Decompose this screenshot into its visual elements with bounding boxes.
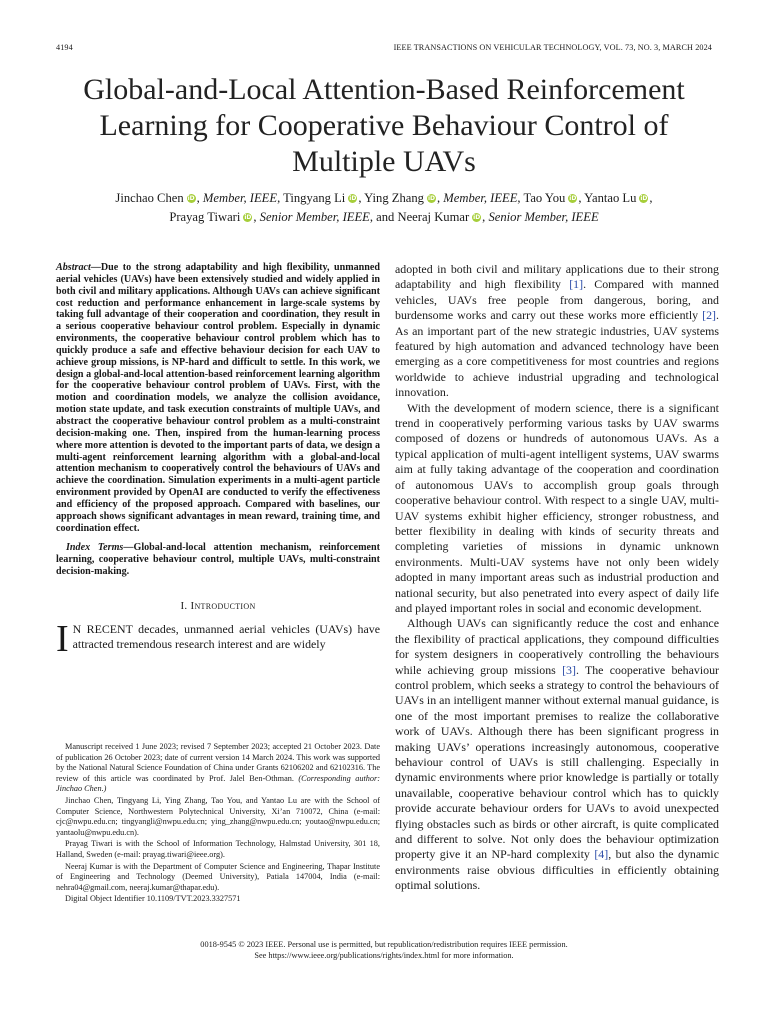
abstract-dash: — — [90, 262, 101, 273]
page-number: 4194 — [56, 43, 73, 52]
author-list — [60, 189, 708, 227]
body-paragraph — [395, 262, 719, 401]
index-terms-text: Global-and-local attention mechanism, reinforcement learning, cooperative behaviour control, multiple UAVs, multi-constraint decision-making. — [56, 542, 380, 578]
author-name: Tingyang Li — [283, 191, 346, 205]
author-4 — [584, 191, 649, 205]
orcid-icon[interactable]: iD — [640, 195, 648, 202]
author-separator: , — [358, 191, 365, 205]
left-column — [56, 262, 380, 660]
footnote — [56, 796, 380, 838]
author-name: Neeraj Kumar — [397, 210, 470, 224]
footnote-text: Neeraj Kumar is with the Department of Computer Science and Engineering, Thapar Institute of Engineering and Technology (Deemed University), Patiala 147004, India (e-mail: nehra04@gmail.com, neeraj.kumar@thapar.edu). — [56, 861, 380, 892]
footnote — [56, 862, 380, 894]
abstract — [56, 262, 380, 534]
citation-link[interactable]: [2] — [702, 308, 717, 323]
intro-text: N RECENT decades, unmanned aerial vehicles (UAVs) have attracted tremendous research interest and are widely — [72, 621, 380, 652]
author-separator: , — [578, 191, 585, 205]
author-5: Prayag Tiwari iD , Senior Member, IEEE — [169, 210, 370, 224]
author-0: Jinchao Chen iD , Member, IEEE — [115, 191, 278, 205]
author-3 — [524, 191, 579, 205]
index-terms-label: Index Terms — [66, 542, 124, 554]
author-name: Prayag Tiwari — [169, 210, 241, 224]
author-separator: , — [649, 191, 653, 205]
abstract-text: Due to the strong adaptability and high flexibility, unmanned aerial vehicles (UAVs) have been extensively studied and widely applied in both civil and military applications. Although UAVs can achieve significant cost reduction and performance enhancement in large-scale systems by taking full advantage of their cooperation and coordination, they result in a serious cooperative behaviour control problem. Especially in dynamic environments, the cooperative behaviour control problem which has to quickly produce a safe and effective behaviour decision for each UAV to achieve group missions, is NP-hard and difficult to settle. In this work, we design a global-and-local attention-based reinforcement learning algorithm for the cooperative behaviour control problem of UAVs. First, with the motion and coordination models, we analyze the collision avoidance, motion state update, and task execution constraints of multiple UAVs, and abstract the cooperative behaviour control problem as a multi-constraint decision-making one. Then, inspired from the human-learning process where more attention is devoted to the important parts of data, we design a multi-agent reinforcement learning algorithm with a global-and-local attention mechanism to cooperatively control the behaviours of UAVs and achieve the coordination. Simulation experiments in a multi-agent particle environment provided by OpenAI are conducted to verify the effectiveness and efficiency of the proposed approach. Compared with baselines, our approach shows significant advantages in mean reward, training time, and coordination effect. — [56, 262, 380, 534]
paragraph-text: , but also the dynamic environments raise obvious difficulties in efficiently obtaining optimal solutions. — [395, 847, 719, 893]
author-role: Senior Member, IEEE — [488, 210, 599, 224]
orcid-icon[interactable]: iD — [569, 195, 577, 202]
section-heading: I. Introduction — [180, 599, 256, 612]
copyright-line-1: 0018-9545 © 2023 IEEE. Personal use is permitted, but republication/redistribution requires IEEE permission. — [200, 940, 568, 949]
author-separator: , and — [369, 210, 398, 224]
paragraph-text: . Compared with manned vehicles, UAVs free people from dangerous, boring, and burdensome works and carry out these works more efficiently — [395, 277, 720, 323]
paragraph-text: adopted in both civil and military applications due to their strong adaptability and high flexibility — [395, 262, 719, 292]
orcid-icon[interactable]: iD — [427, 195, 435, 202]
title-line-1: Global-and-Local Attention-Based Reinforcement — [83, 73, 685, 106]
title-line-2: Learning for Cooperative Behaviour Control of — [99, 109, 669, 142]
author-name: Jinchao Chen — [115, 191, 184, 205]
author-6: Neeraj Kumar iD , Senior Member, IEEE — [397, 210, 599, 224]
body-paragraph — [395, 401, 719, 617]
author-2: Ying Zhang iD , Member, IEEE — [364, 191, 518, 205]
orcid-icon[interactable]: iD — [349, 195, 357, 202]
running-header — [56, 43, 712, 55]
author-role: Member, IEEE — [443, 191, 518, 205]
paper-title — [40, 72, 728, 180]
body-paragraph — [395, 616, 719, 893]
author-separator: , — [517, 191, 524, 205]
copyright-line-2: See https://www.ieee.org/publications/rights/index.html for more information. — [254, 951, 514, 960]
footnote-text: Digital Object Identifier 10.1109/TVT.2023.3327571 — [65, 894, 241, 904]
citation-link[interactable]: [4] — [594, 847, 609, 862]
author-role: Member, IEEE — [202, 191, 278, 205]
orcid-icon[interactable]: iD — [187, 195, 195, 202]
author-1 — [283, 191, 358, 205]
orcid-icon[interactable]: iD — [473, 214, 481, 221]
copyright-notice — [0, 939, 768, 961]
paragraph-text: . The cooperative behaviour control problem, which seeks a strategy to control the behaviours of UAVs in an intelligent manner without external manual guidance, is one of the most important premises to realize the collaborative work of UAVs. Although there has been significant progress in making UAVs’ operations increasingly autonomous, cooperative behaviour control of UAVs is still challenging. Especially in dynamic environments where prior knowledge is partially or totally unavailable, cooperative behaviour control which has to quickly provide accurate behaviour orders for UAVs to avoid unexpected flying obstacles such as birds or other aircraft, is quite complicated and different to solve. Not only does the behaviour optimization property give it an NP-hard complexity — [395, 662, 719, 862]
author-name: Tao You — [523, 191, 566, 205]
footnote — [56, 839, 380, 860]
footnote — [56, 742, 380, 795]
paragraph-text: With the development of modern science, there is a significant trend in cooperatively performing various tasks by UAV swarms composed of dozens or hundreds of autonomous UAVs. As a typical application of multi-agent intelligent systems, UAV swarms aim at fully taking advantage of the cooperation and coordination of autonomous UAVs to accomplish group goals through cooperative behaviour control. With respect to a single UAV, multi-UAV systems exhibit higher efficiency, stronger robustness, and better flexibility in dealing with kinds of security threats and completing varieties of missions in dynamic unknown environments. Multi-UAV systems have not only been widely adopted in many important areas such as industrial production and national security, but also penetrated into every aspect of daily life and played important roles in social and economic development. — [395, 400, 719, 615]
corresponding-author: (Corresponding author: Jinchao Chen.) — [56, 773, 381, 794]
right-column — [395, 262, 719, 894]
intro-paragraph — [56, 617, 380, 660]
footnote-text: Prayag Tiwari is with the School of Information Technology, Halmstad University, 301 18, Halland, Sweden (e-mail: prayag.tiwari@ieee.org). — [56, 839, 380, 859]
author-separator: , — [277, 191, 284, 205]
author-name: Ying Zhang — [364, 191, 424, 205]
orcid-icon[interactable]: iD — [244, 214, 252, 221]
paragraph-text: Although UAVs can significantly reduce the cost and enhance the flexibility of practical applications, they compound difficulties for system designers in cooperatively controlling the behaviours while achieving group missions — [395, 616, 719, 677]
author-name: Yantao Lu — [584, 191, 637, 205]
drop-cap: I — [56, 617, 69, 660]
footnote — [56, 894, 380, 905]
paragraph-text: . As an important part of the new strategic industries, UAV systems featured by high automation and advanced technology have been emerging as a core competitiveness for most countries and regions worldwide to achieve industrial upgrading and technological innovation. — [395, 308, 719, 400]
title-line-3: Multiple UAVs — [292, 145, 476, 178]
index-terms-dash: — — [123, 542, 134, 554]
abstract-label: Abstract — [56, 262, 91, 273]
footnote-text: Jinchao Chen, Tingyang Li, Ying Zhang, Tao You, and Yantao Lu are with the School of Computer Science, Northwestern Polytechnical University, Xi’an 710072, China (e-mail: cjc@nwpu.edu.cn; tingyangli@nwpu.edu.cn; ying_zhang@nwpu.edu.cn; youtao@nwpu.edu.cn; yantaolu@nwpu.edu.cn). — [56, 795, 380, 837]
citation-link[interactable]: [3] — [562, 662, 576, 677]
author-role: Senior Member, IEEE — [259, 210, 370, 224]
index-terms — [56, 542, 380, 578]
footnotes — [56, 742, 380, 906]
footnote-text: Manuscript received 1 June 2023; revised 7 September 2023; accepted 21 October 2023. Date of publication 26 October 2023; date of current version 14 March 2024. This work was supported by the National Natural Science Foundation of China under Grants 62106202 and 62102316. The review of this article was coordinated by Prof. Jalel Ben-Othman. — [56, 742, 380, 783]
journal-info: IEEE TRANSACTIONS ON VEHICULAR TECHNOLOGY, VOL. 73, NO. 3, MARCH 2024 — [393, 43, 712, 52]
citation-link[interactable]: [1] — [569, 277, 584, 292]
